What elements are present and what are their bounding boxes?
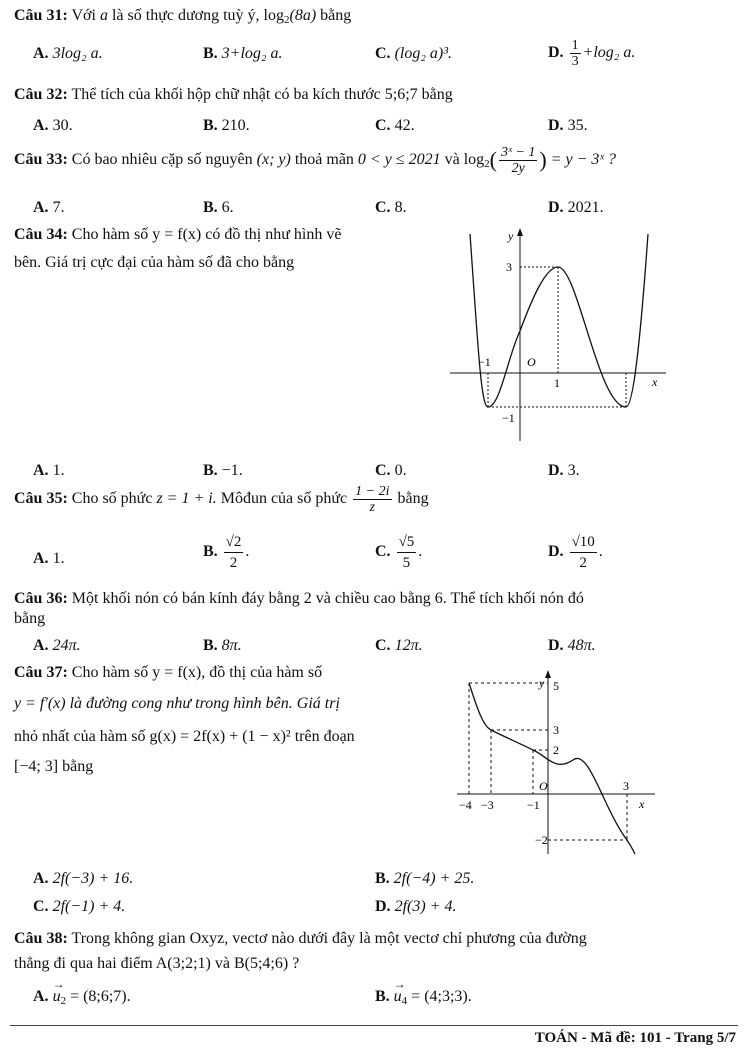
- q38-stem: [14, 930, 587, 948]
- q35-option-a[interactable]: A. 1.: [33, 550, 65, 567]
- footer-rule: [10, 1025, 738, 1026]
- q34-label: Câu 34:: [14, 226, 68, 243]
- q31-option-c[interactable]: C. (log₂ a)³.: [375, 45, 453, 62]
- q37-tick-m3: −3: [481, 798, 494, 812]
- q34-stem: [14, 226, 341, 244]
- q35-text-a: Cho số phức: [71, 490, 153, 508]
- q35-stem: [14, 484, 429, 515]
- q31-label: Câu 31:: [14, 7, 68, 24]
- q33-option-d[interactable]: D. 2021.: [548, 199, 604, 216]
- q34-tick-1: 1: [554, 376, 560, 390]
- q36-text-line1: Một khối nón có bán kính đáy bằng 2 và chiều cao bằng 6. Thể tích khối nón đó: [71, 590, 584, 607]
- q34-text-line1: Cho hàm số y = f(x) có đồ thị như hình vẽ: [71, 226, 342, 243]
- q34-tick-m1-x: −1: [478, 355, 491, 369]
- q37-origin: O: [539, 779, 548, 793]
- q33-stem: Câu 33: Có bao nhiêu cặp số nguyên (x; y) thoả mãn 0 < y ≤ 2021 và $\log_2$( $\frac{\text{3ˣ − 1}}{2y}$ ) = y − 3ˣ ?: [14, 145, 616, 176]
- q37-line4: [−4; 3] bằng: [14, 758, 94, 775]
- q34-x-label: x: [652, 375, 658, 389]
- q37-y-label: y: [539, 676, 545, 690]
- q37-line2: y = f′(x) là đường cong như trong hình bên. Giá trị: [14, 695, 340, 712]
- q32-stem: [14, 86, 453, 104]
- q34-tick-3: 3: [506, 260, 512, 274]
- q37-tick-2: 2: [553, 743, 559, 757]
- q31-arg: (8a): [289, 7, 317, 24]
- q35-num: 1 − 2i: [355, 484, 390, 499]
- q34-option-c[interactable]: C. 0.: [375, 462, 407, 479]
- q36-stem: [14, 590, 584, 608]
- q37-label: Câu 37:: [14, 664, 68, 681]
- q33-pair: (x; y): [256, 151, 291, 169]
- q34-tick-m1-y: −1: [502, 411, 515, 425]
- q32-option-d[interactable]: D. 35.: [548, 117, 588, 134]
- q31-log-base: 2: [284, 14, 290, 26]
- q31-option-b[interactable]: B. 3+log₂ a.: [203, 45, 283, 62]
- q37-option-c[interactable]: C. 2f(−1) + 4.: [33, 898, 126, 915]
- q38-line2: thẳng đi qua hai điểm A(3;2;1) và B(5;4;6) ?: [14, 955, 300, 972]
- q32-text: Thể tích của khối hộp chữ nhật có ba kích thước 5;6;7 bằng: [71, 86, 453, 103]
- q36-option-c[interactable]: C. 12π.: [375, 637, 423, 654]
- q35-den: z: [369, 500, 376, 515]
- q36-text-line2: bằng: [14, 610, 46, 627]
- q37-tick-m4: −4: [459, 798, 472, 812]
- q37-y-arrow: [545, 670, 551, 678]
- q33-log: log: [463, 151, 485, 169]
- q35-option-b[interactable]: B. $\frac{√2}{2}$ .: [203, 534, 250, 571]
- q32-option-c[interactable]: C. 42.: [375, 117, 415, 134]
- q36-option-d[interactable]: D. 48π.: [548, 637, 596, 654]
- q34-option-a[interactable]: A. 1.: [33, 462, 65, 479]
- q37-stem: [14, 664, 322, 682]
- q33-rhs: = y − 3ˣ ?: [550, 151, 616, 169]
- q33-text-b: thoả mãn: [294, 151, 354, 169]
- q33-num: 3ˣ − 1: [501, 145, 536, 160]
- q35-option-c[interactable]: C. $\frac{√5}{5}$ .: [375, 534, 423, 571]
- q31-text-c: bằng: [320, 7, 352, 24]
- q31-text-b: là số thực dương tuỳ ý,: [111, 7, 260, 24]
- q37-option-d[interactable]: D. 2f(3) + 4.: [375, 898, 457, 915]
- q32-option-a[interactable]: A. 30.: [33, 117, 73, 134]
- q34-text-line2: bên. Giá trị cực đại của hàm số đã cho bằng: [14, 254, 295, 271]
- q38-line1: Trong không gian Oxyz, vectơ nào dưới đây là một vectơ chỉ phương của đường: [71, 930, 587, 947]
- q33-option-c[interactable]: C. 8.: [375, 199, 407, 216]
- q33-text-a: Có bao nhiêu cặp số nguyên: [71, 151, 253, 169]
- q35-text-c: bằng: [397, 490, 429, 508]
- q37-tick-3: 3: [553, 723, 559, 737]
- q33-label: Câu 33:: [14, 151, 68, 169]
- q35-z: z = 1 + i.: [156, 490, 217, 508]
- q33-den: 2y: [511, 161, 525, 176]
- q33-text-c: và: [444, 151, 460, 169]
- q38-option-b[interactable]: B. → $u_4$ = (4;3;3).: [375, 988, 472, 1007]
- q37-tick-5: 5: [553, 679, 559, 693]
- q38-option-a[interactable]: A. → $u_2$ = (8;6;7).: [33, 988, 131, 1007]
- q37-tick-3x: 3: [623, 779, 629, 793]
- footer-page-info: TOÁN - Mã đề: 101 - Trang 5/7: [534, 1030, 736, 1046]
- q37-option-b[interactable]: B. 2f(−4) + 25.: [375, 870, 475, 887]
- q37-curve: [469, 683, 635, 854]
- q36-option-a[interactable]: A. 24π.: [33, 637, 81, 654]
- q37-x-label: x: [639, 797, 645, 811]
- q35-option-d[interactable]: D. $\frac{√10}{2}$ .: [548, 534, 603, 571]
- q34-option-b[interactable]: B. −1.: [203, 462, 243, 479]
- q37-option-a[interactable]: A. 2f(−3) + 16.: [33, 870, 134, 887]
- q33-cond: 0 < y ≤ 2021: [357, 151, 441, 169]
- q34-graph: [448, 226, 668, 446]
- q34-y-label: y: [508, 229, 514, 243]
- q37-tick-m1: −1: [527, 798, 540, 812]
- q34-option-d[interactable]: D. 3.: [548, 462, 580, 479]
- q37-line1: Cho hàm số y = f(x), đồ thị của hàm số: [71, 664, 323, 681]
- q33-log-base: 2: [484, 158, 490, 171]
- q33-option-a[interactable]: A. 7.: [33, 199, 65, 216]
- q31-option-d[interactable]: D. $\frac{1}{3}$ +log₂ a.: [548, 38, 636, 69]
- q33-option-b[interactable]: B. 6.: [203, 199, 234, 216]
- q37-tick-m2: −2: [535, 833, 548, 847]
- q31-stem: [14, 7, 351, 26]
- q31-text: Với: [71, 7, 96, 24]
- q35-text-b: Môđun của số phức: [220, 490, 348, 508]
- q34-origin: O: [527, 355, 536, 369]
- q34-y-arrow: [517, 228, 523, 236]
- q37-line3: nhỏ nhất của hàm số g(x) = 2f(x) + (1 − x)² trên đoạn: [14, 728, 355, 745]
- q31-var: a: [99, 7, 108, 24]
- q32-option-b[interactable]: B. 210.: [203, 117, 250, 134]
- q38-label: Câu 38:: [14, 930, 68, 947]
- q36-label: Câu 36:: [14, 590, 68, 607]
- q32-label: Câu 32:: [14, 86, 68, 103]
- q31-log: log: [263, 7, 284, 24]
- q37-graph: [455, 668, 660, 860]
- q36-option-b[interactable]: B. 8π.: [203, 637, 242, 654]
- q35-label: Câu 35:: [14, 490, 68, 508]
- q31-option-a[interactable]: A. 3log₂ a.: [33, 45, 103, 62]
